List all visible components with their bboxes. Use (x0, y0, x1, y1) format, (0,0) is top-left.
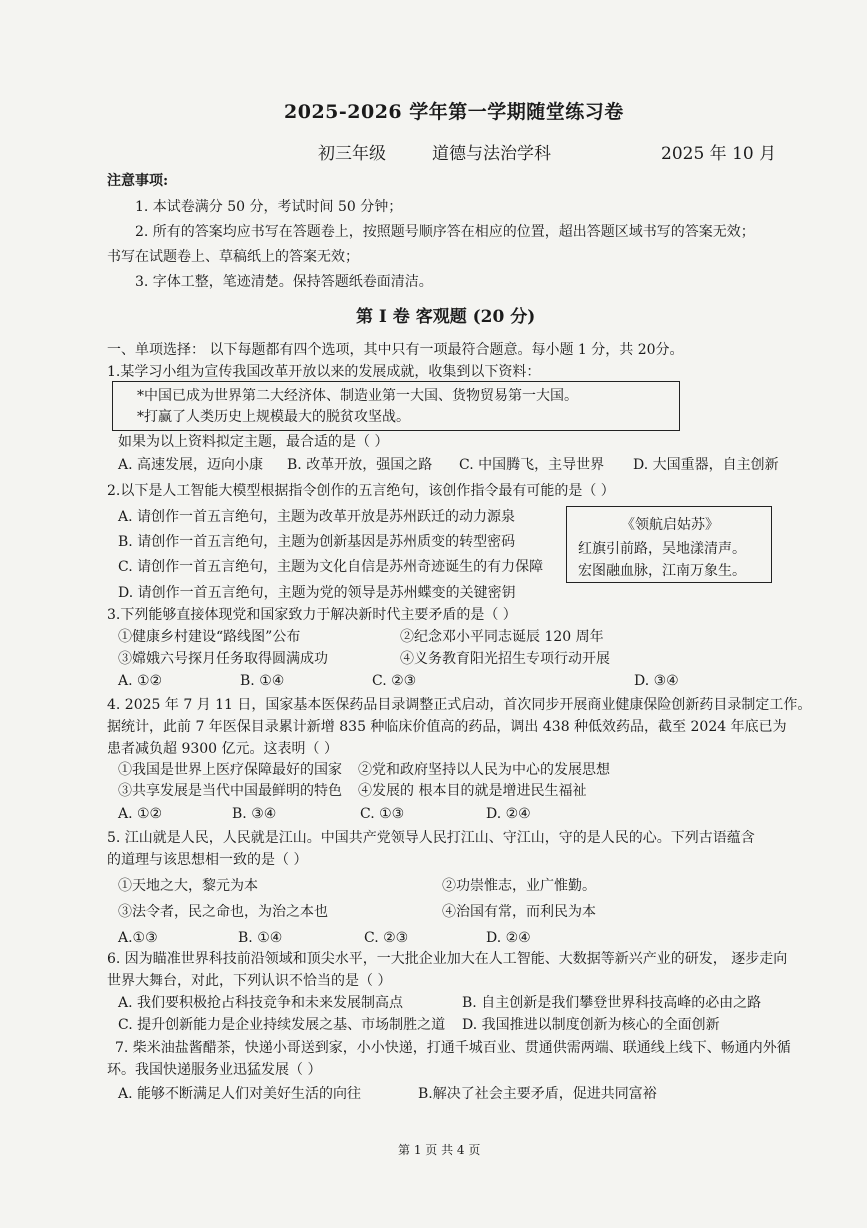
section-instruction: 一、单项选择： 以下每题都有四个选项，其中只有一项最符合题意。每小题 1 分，共 20分。 (107, 342, 684, 358)
q4-option-d: D. ②④ (486, 806, 531, 822)
q3-option-c: C. ②③ (372, 673, 417, 689)
q1-option-a: A. 高速发展，迈向小康 (118, 457, 264, 473)
exam-date: 2025 年 10 月 (661, 144, 777, 164)
page-number: 第 1 页 共 4 页 (398, 1143, 481, 1157)
q5-option-a: A.①③ (118, 930, 158, 946)
q6-stem-line-1: 6. 因为瞄准世界科技前沿领域和顶尖水平，一大批企业加大在人工智能、大数据等新兴产业的研发， 逐步走向 (107, 951, 788, 967)
q6-option-d: D. 我国推进以制度创新为核心的全面创新 (462, 1017, 720, 1033)
q6-option-a: A. 我们要积极抢占科技竞争和未来发展制高点 (118, 995, 404, 1011)
section-title: 第 I 卷 客观题 (20 分) (356, 307, 536, 327)
q4-statement-3: ③共享发展是当代中国最鲜明的特色 (118, 783, 342, 799)
q5-option-c: C. ②③ (364, 930, 409, 946)
q1-stem: 1.某学习小组为宣传我国改革开放以来的发展成就，收集到以下资料： (107, 364, 541, 380)
q2-poem-title: 《领航启姑苏》 (621, 517, 719, 533)
q2-option-b: B. 请创作一首五言绝句，主题为创新基因是苏州质变的转型密码 (118, 534, 516, 550)
q5-stem-line-2: 的道理与该思想相一致的是（ ） (107, 852, 308, 868)
exam-title: 2025-2026 学年第一学期随堂练习卷 (284, 101, 624, 123)
q6-option-c: C. 提升创新能力是企业持续发展之基、市场制胜之道 (118, 1017, 446, 1033)
notice-item-1: 1. 本试卷满分 50 分，考试时间 50 分钟； (135, 199, 403, 215)
q5-option-d: D. ②④ (486, 930, 531, 946)
q5-stem-line-1: 5. 江山就是人民，人民就是江山。中国共产党领导人民打江山、守江山，守的是人民的心。下列古语蕴含 (107, 830, 755, 846)
q3-option-a: A. ①② (118, 673, 163, 689)
q3-statement-3: ③嫦娥六号探月任务取得圆满成功 (118, 651, 328, 667)
q7-stem-line-1: 7. 柴米油盐酱醋茶，快递小哥送到家，小小快递，打通千城百业、贯通供需两端、联通线上线下、畅通内外循 (115, 1040, 791, 1056)
q4-option-c: C. ①③ (360, 806, 405, 822)
q5-statement-3: ③法令者，民之命也，为治之本也 (118, 904, 328, 920)
q3-statement-1: ①健康乡村建设“路线图”公布 (118, 629, 301, 645)
q3-option-b: B. ①④ (240, 673, 285, 689)
q4-option-a: A. ①② (118, 806, 163, 822)
q2-option-a: A. 请创作一首五言绝句，主题为改革开放是苏州跃迁的动力源泉 (118, 509, 516, 525)
q6-option-b: B. 自主创新是我们攀登世界科技高峰的必由之路 (462, 995, 762, 1011)
q7-option-a: A. 能够不断满足人们对美好生活的向往 (118, 1086, 362, 1102)
q4-option-b: B. ③④ (232, 806, 277, 822)
notice-heading: 注意事项: (107, 173, 169, 189)
q1-option-d: D. 大国重器，自主创新 (633, 457, 779, 473)
q2-option-d: D. 请创作一首五言绝句，主题为党的领导是苏州蝶变的关键密钥 (118, 585, 516, 601)
q7-option-b: B.解决了社会主要矛盾，促进共同富裕 (418, 1086, 657, 1102)
q5-statement-4: ④治国有常，而利民为本 (442, 904, 596, 920)
q3-option-d: D. ③④ (634, 673, 679, 689)
q1-option-c: C. 中国腾飞，主导世界 (459, 457, 605, 473)
q4-stem-line-3: 患者减负超 9300 亿元。这表明（ ） (107, 741, 338, 757)
q3-stem: 3.下列能够直接体现党和国家致力于解决新时代主要矛盾的是（ ） (107, 607, 517, 623)
q4-statement-2: ②党和政府坚持以人民为中心的发展思想 (358, 762, 610, 778)
notice-item-2: 2. 所有的答案均应书写在答题卷上，按照题号顺序答在相应的位置，超出答题区域书写的答案无效； (135, 224, 755, 240)
q5-option-b: B. ①④ (238, 930, 283, 946)
notice-item-3: 3. 字体工整，笔迹清楚。保持答题纸卷面清洁。 (135, 274, 433, 290)
q3-statement-4: ④义务教育阳光招生专项行动开展 (400, 651, 610, 667)
q5-statement-2: ②功崇惟志，业广惟勤。 (442, 878, 596, 894)
q2-stem: 2.以下是人工智能大模型根据指令创作的五言绝句，该创作指令最有可能的是（ ） (107, 483, 615, 499)
q5-statement-1: ①天地之大，黎元为本 (118, 878, 258, 894)
q4-stem-line-2: 据统计，此前 7 年医保目录累计新增 835 种临床价值高的药品，调出 438 种低效药品，截至 2024 年底已为 (107, 719, 787, 735)
notice-item-2-cont: 书写在试题卷上、草稿纸上的答案无效； (107, 249, 359, 265)
q2-poem-line-2: 宏图融血脉，江南万象生。 (578, 563, 746, 579)
q1-material-line-1: *中国已成为世界第二大经济体、制造业第一大国、货物贸易第一大国。 (137, 388, 578, 404)
q2-option-c: C. 请创作一首五言绝句，主题为文化自信是苏州奇迹诞生的有力保障 (118, 559, 544, 575)
q6-stem-line-2: 世界大舞台，对此，下列认识不恰当的是（ ） (107, 973, 392, 989)
q3-statement-2: ②纪念邓小平同志诞辰 120 周年 (400, 629, 604, 645)
q7-stem-line-2: 环。我国快递服务业迅猛发展（ ） (107, 1062, 322, 1078)
q1-option-b: B. 改革开放，强国之路 (287, 457, 433, 473)
grade-label: 初三年级 (318, 144, 386, 164)
q4-stem-line-1: 4. 2025 年 7 月 11 日，国家基本医保药品目录调整正式启动，首次同步开展商业健康保险创新药目录制定工作。 (107, 697, 812, 713)
q1-question: 如果为以上资料拟定主题，最合适的是（ ） (118, 434, 389, 450)
q2-poem-line-1: 红旗引前路，吴地漾清声。 (578, 541, 746, 557)
subject-label: 道德与法治学科 (432, 144, 551, 164)
q4-statement-4: ④发展的 根本目的就是增进民生福祉 (358, 783, 587, 799)
q4-statement-1: ①我国是世界上医疗保障最好的国家 (118, 762, 342, 778)
q1-material-line-2: *打赢了人类历史上规模最大的脱贫攻坚战。 (137, 409, 410, 425)
